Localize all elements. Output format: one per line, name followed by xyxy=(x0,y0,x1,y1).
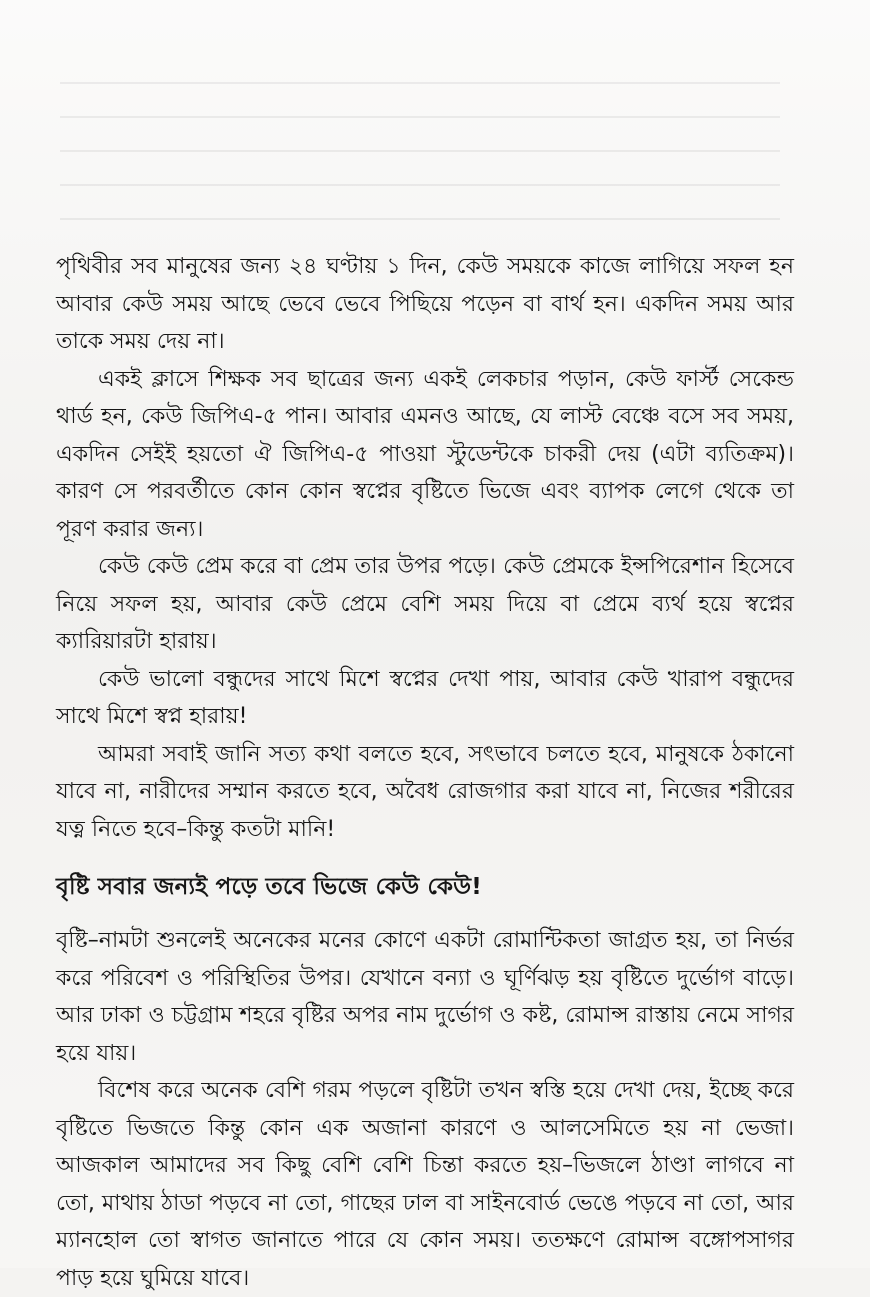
show-through-text xyxy=(60,50,780,220)
section-heading: বৃষ্টি সবার জন্যই পড়ে তবে ভিজে কেউ কেউ! xyxy=(56,874,482,900)
paragraph: বৃষ্টি–নামটা শুনলেই অনেকের মনের কোণে একটা রোমান্টিকতা জাগ্রত হয়, তা নির্ভর করে পরিবেশ ও পরিস্থিতির উপর। যেখানে বন্যা ও ঘূর্ণিঝড় হয় বৃষ্টিতে দুর্ভোগ বাড়ে। আর ঢাকা ও চট্টগ্রাম শহরে বৃষ্টির অপর নাম দুর্ভোগ ও কষ্ট, রোমান্স রাস্তায় নেমে সাগর হয়ে যায়। xyxy=(56,928,794,1066)
section-rain xyxy=(56,922,794,1297)
paragraph: কেউ ভালো বন্ধুদের সাথে মিশে স্বপ্নের দেখা পায়, আবার কেউ খারাপ বন্ধুদের সাথে মিশে স্বপ্ন হারায়! xyxy=(56,666,794,729)
paragraph: বিশেষ করে অনেক বেশি গরম পড়লে বৃষ্টিটা তখন স্বস্তি হয়ে দেখা দেয়, ইচ্ছে করে বৃষ্টিতে ভিজতে কিন্তু কোন এক অজানা কারণে ও আলসেমিতে হয় না ভেজা। আজকাল আমাদের সব কিছু বেশি বেশি চিন্তা করতে হয়–ভিজলে ঠাণ্ডা লাগবে না তো, মাথায় ঠাডা পড়বে না তো, গাছের ঢাল বা সাইনবোর্ড ভেঙে পড়বে না তো, আর ম্যানহোল তো স্বাগত জানাতে পারে যে কোন সময়। ততক্ষণে রোমান্স বঙ্গোপসাগর পাড় হয়ে ঘুমিয়ে যাবে। xyxy=(56,1078,794,1291)
paragraph: একই ক্লাসে শিক্ষক সব ছাত্রের জন্য একই লেকচার পড়ান, কেউ ফার্স্ট সেকেন্ড থার্ড হন, কেউ জিপিএ-৫ পান। আবার এমনও আছে, যে লাস্ট বেঞ্চে বসে সব সময়, একদিন সেইই হয়তো ঐ জিপিএ-৫ পাওয়া স্টুডেন্টকে চাকরী দেয় (এটা ব্যতিক্রম)। কারণ সে পরবর্তীতে কোন কোন স্বপ্নের বৃষ্টিতে ভিজে এবং ব্যাপক লেগে থেকে তা পূরণ করার জন্য। xyxy=(56,366,794,542)
paragraph: আমরা সবাই জানি সত্য কথা বলতে হবে, সৎভাবে চলতে হবে, মানুষকে ঠকানো যাবে না, নারীদের সম্মান করতে হবে, অবৈধ রোজগার করা যাবে না, নিজের শরীরের যত্ন নিতে হবে–কিন্তু কতটা মানি! xyxy=(56,741,794,842)
paragraph: কেউ কেউ প্রেম করে বা প্রেম তার উপর পড়ে। কেউ প্রেমকে ইন্সপিরেশান হিসেবে নিয়ে সফল হয়, আবার কেউ প্রেমে বেশি সময় দিয়ে বা প্রেমে ব্যর্থ হয়ে স্বপ্নের ক্যারিয়ারটা হারায়। xyxy=(56,554,794,654)
paragraph: পৃথিবীর সব মানুষের জন্য ২৪ ঘণ্টায় ১ দিন, কেউ সময়কে কাজে লাগিয়ে সফল হন আবার কেউ সময় আছে ভেবে ভেবে পিছিয়ে পড়েন বা বার্থ হন। একদিন সময় আর তাকে সময় দেয় না। xyxy=(56,254,794,354)
section-intro xyxy=(56,248,794,848)
